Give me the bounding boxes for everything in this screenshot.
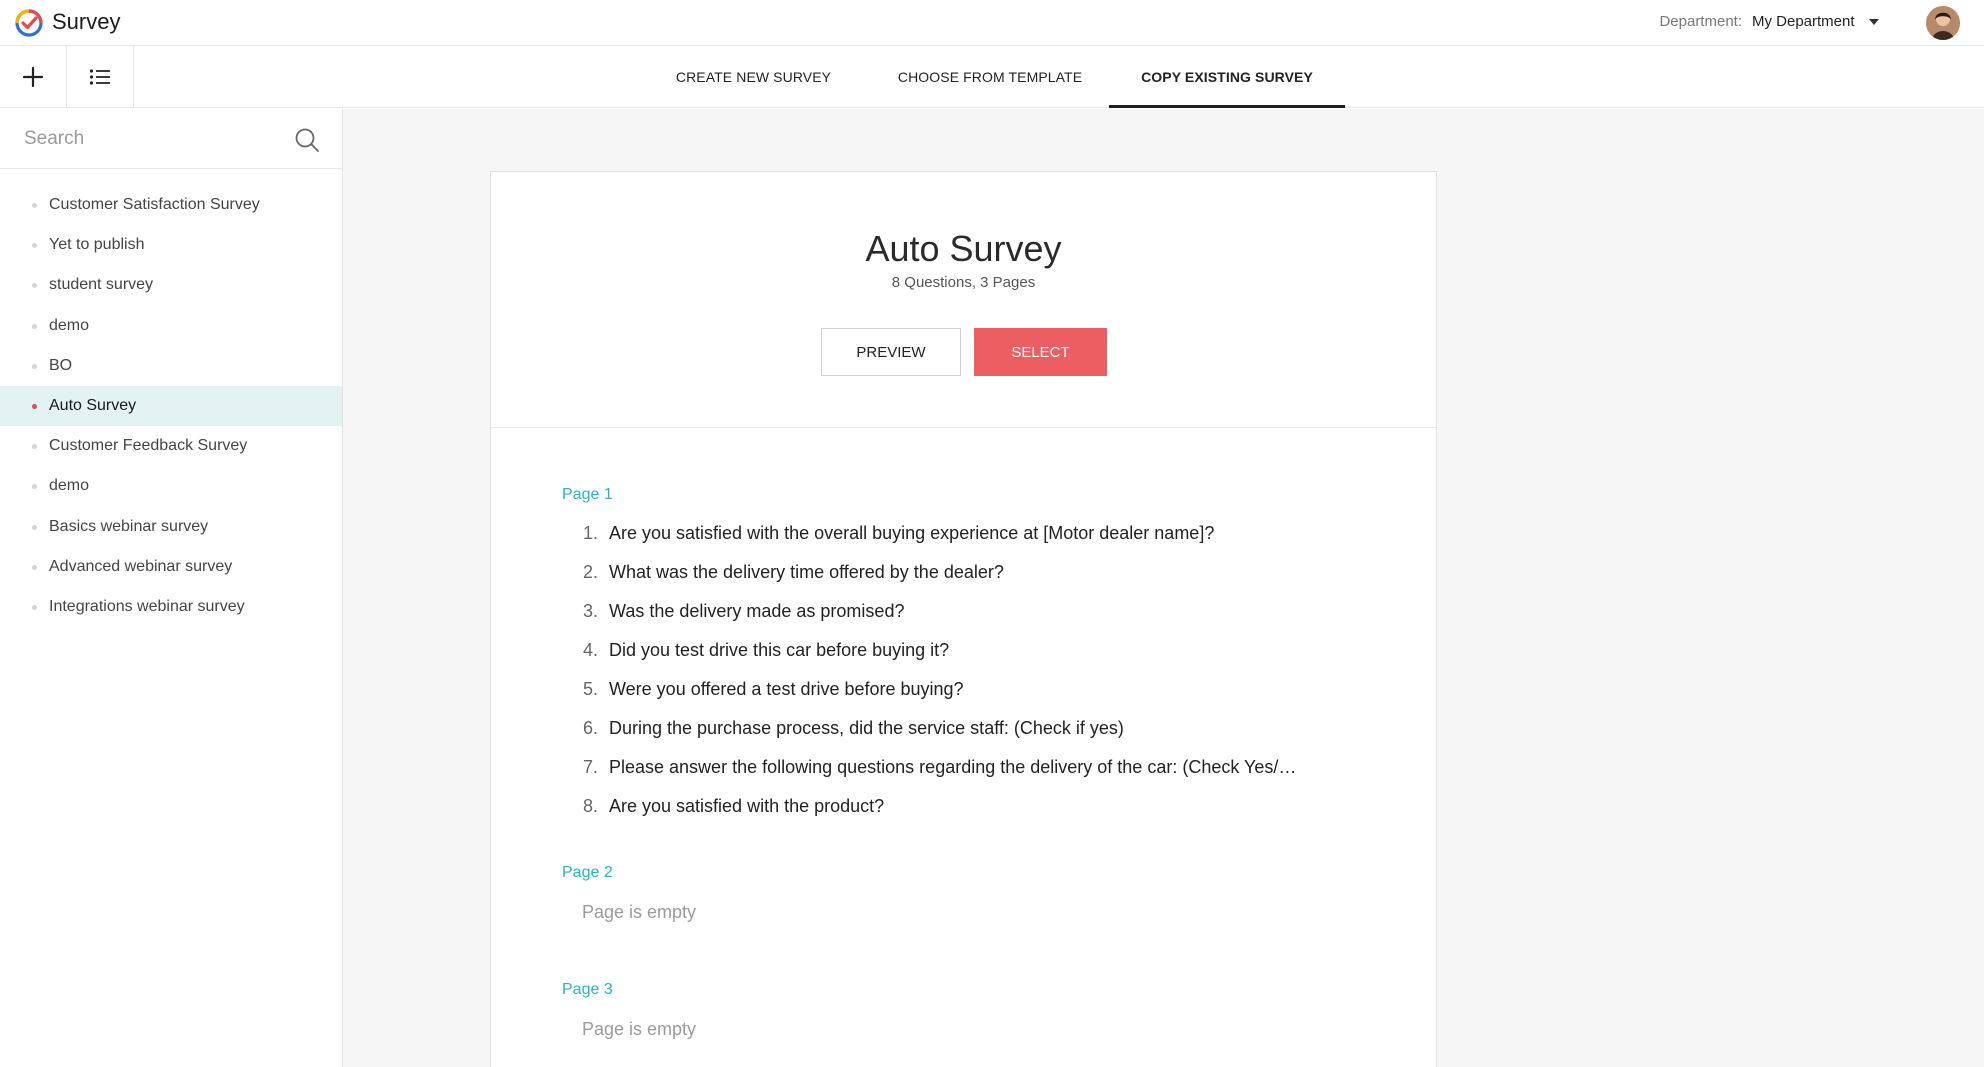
page-empty-message: Page is empty: [582, 902, 697, 922]
survey-list-item[interactable]: [0, 265, 342, 305]
survey-meta: 8 Questions, 3 Pages: [891, 274, 1036, 291]
add-button[interactable]: [0, 46, 67, 107]
search-bar: [0, 109, 342, 169]
bullet-dot-icon: [32, 283, 37, 288]
survey-preview-card: [490, 171, 1437, 1067]
action-bar: [0, 46, 1984, 108]
main-content: [343, 109, 1984, 1067]
question-number: 8.: [582, 796, 598, 816]
search-icon[interactable]: [294, 127, 320, 153]
survey-name: Auto Survey: [49, 397, 137, 415]
question-item: [562, 718, 1402, 757]
survey-card-header: [491, 172, 1436, 428]
bullet-dot-icon: [32, 243, 37, 248]
question-text: Are you satisfied with the overall buying experience at [Motor dealer name]?: [609, 523, 1215, 543]
bullet-dot-icon: [32, 525, 37, 530]
question-item: [562, 562, 1402, 601]
survey-name: Basics webinar survey: [49, 517, 209, 535]
bullet-dot-icon: [32, 364, 37, 369]
question-item: [562, 523, 1402, 562]
survey-logo-icon: [14, 8, 44, 38]
bullet-dot-icon: [32, 605, 37, 610]
question-item: [562, 601, 1402, 640]
tab-choose-from-template[interactable]: CHOOSE FROM TEMPLATE: [897, 68, 1083, 85]
department-label: Department:: [1659, 13, 1742, 30]
plus-icon: [22, 66, 44, 88]
survey-sidebar: [0, 109, 343, 1067]
user-avatar-icon: [1926, 6, 1960, 40]
bullet-dot-icon: [32, 444, 37, 449]
survey-list-item[interactable]: [0, 185, 342, 225]
survey-list-item[interactable]: [0, 426, 342, 466]
question-text: Was the delivery made as promised?: [609, 601, 905, 621]
survey-list-item[interactable]: [0, 587, 342, 627]
survey-name: Yet to publish: [49, 236, 145, 254]
survey-list-item[interactable]: [0, 346, 342, 386]
bullet-dot-icon: [32, 324, 37, 329]
question-text: Please answer the following questions regarding the delivery of the car: (Check Yes/…: [609, 757, 1297, 777]
preview-button[interactable]: PREVIEW: [821, 328, 961, 376]
survey-list-item[interactable]: [0, 306, 342, 346]
question-number: 7.: [582, 757, 598, 777]
survey-name: demo: [49, 477, 90, 495]
survey-name: student survey: [49, 276, 154, 294]
question-text: During the purchase process, did the service staff: (Check if yes): [609, 718, 1124, 738]
tab-create-new-survey[interactable]: CREATE NEW SURVEY: [675, 68, 832, 85]
question-number: 6.: [582, 718, 598, 738]
question-number: 3.: [582, 601, 598, 621]
survey-list: [0, 185, 342, 627]
department-dropdown[interactable]: My Department: [1752, 13, 1855, 30]
survey-name: Integrations webinar survey: [49, 597, 245, 615]
bullet-dot-icon: [32, 565, 37, 570]
top-bar: [0, 0, 1984, 46]
question-number: 1.: [582, 523, 598, 543]
list-view-button[interactable]: [67, 46, 134, 107]
question-item: [562, 757, 1402, 796]
bullet-dot-icon: [32, 404, 37, 409]
question-number: 4.: [582, 640, 598, 660]
list-icon: [89, 68, 111, 86]
question-text: Were you offered a test drive before buying?: [609, 679, 964, 699]
survey-name: demo: [49, 316, 90, 334]
page-label: Page 2: [562, 864, 613, 881]
app-title: Survey: [52, 9, 121, 34]
question-text: Did you test drive this car before buying it?: [609, 640, 950, 660]
question-item: [562, 679, 1402, 718]
page-empty-message: Page is empty: [582, 1019, 697, 1039]
page-label: Page 1: [562, 486, 613, 503]
question-number: 5.: [582, 679, 598, 699]
search-input[interactable]: [24, 123, 284, 155]
survey-list-item[interactable]: [0, 225, 342, 265]
question-item: [562, 796, 1402, 835]
survey-name: Customer Satisfaction Survey: [49, 196, 260, 214]
question-list: [562, 523, 1402, 835]
survey-name: Advanced webinar survey: [49, 557, 233, 575]
survey-title: Auto Survey: [865, 228, 1062, 269]
question-item: [562, 640, 1402, 679]
question-text: What was the delivery time offered by the dealer?: [609, 562, 1004, 582]
survey-list-item[interactable]: [0, 507, 342, 547]
survey-name: BO: [49, 356, 73, 374]
question-text: Are you satisfied with the product?: [609, 796, 885, 816]
select-button[interactable]: SELECT: [974, 328, 1107, 376]
page-label: Page 3: [562, 981, 613, 998]
chevron-down-icon[interactable]: [1869, 19, 1879, 25]
survey-name: Customer Feedback Survey: [49, 437, 248, 455]
question-number: 2.: [582, 562, 598, 582]
survey-list-item[interactable]: [0, 466, 342, 506]
tab-copy-existing-survey[interactable]: COPY EXISTING SURVEY: [1141, 68, 1313, 85]
active-tab-indicator: [1109, 105, 1345, 108]
avatar[interactable]: [1926, 6, 1960, 40]
survey-list-item-active[interactable]: [0, 386, 342, 426]
bullet-dot-icon: [32, 484, 37, 489]
bullet-dot-icon: [32, 203, 37, 208]
survey-list-item[interactable]: [0, 547, 342, 587]
